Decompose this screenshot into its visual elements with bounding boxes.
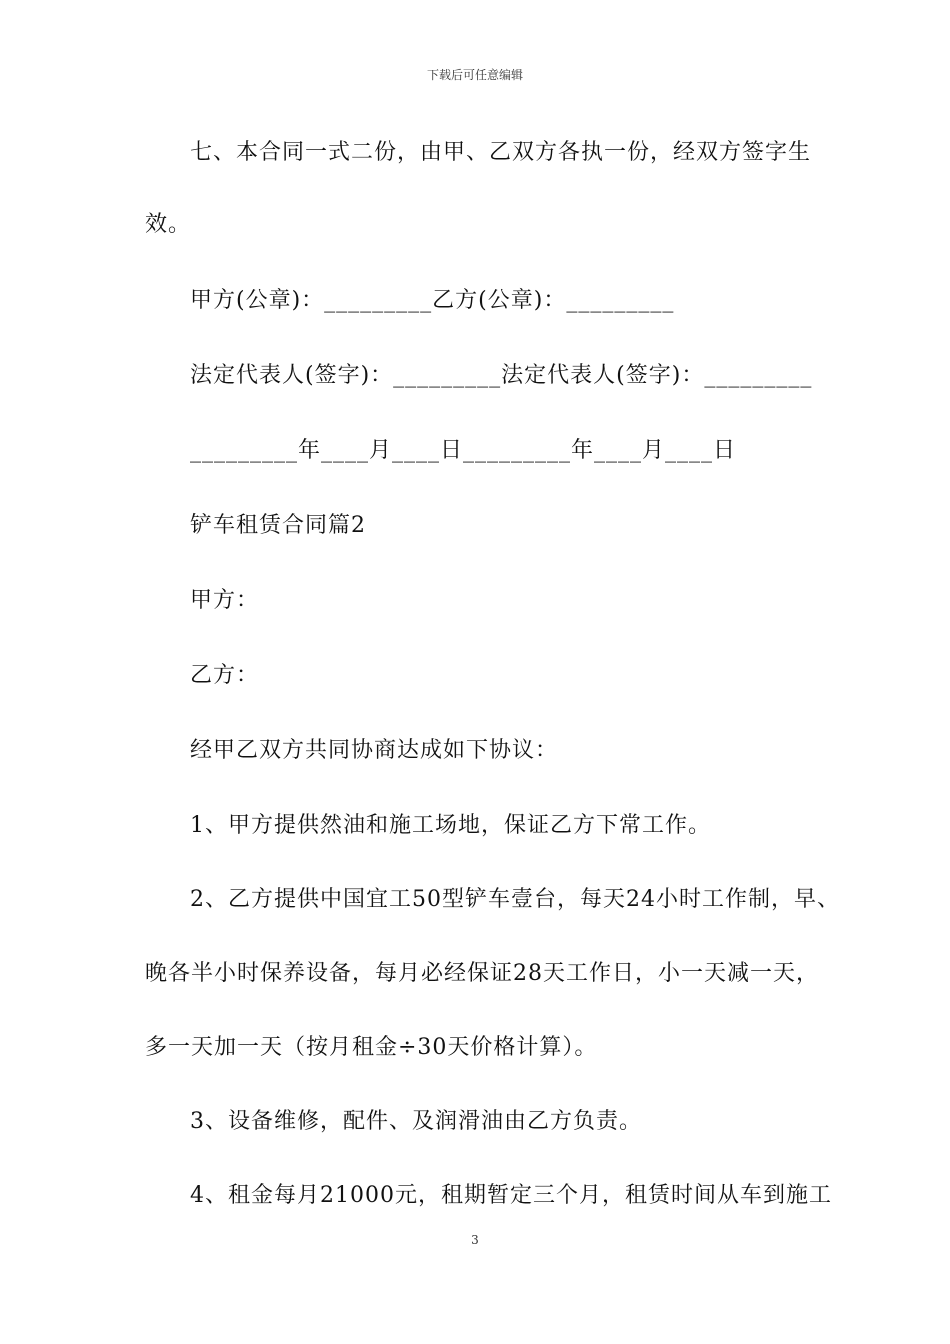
clause-two-continuation-1: 晚各半小时保养设备，每月必经保证28天工作日，小一天减一天， bbox=[145, 961, 819, 986]
section-title: 铲车租赁合同篇2 bbox=[190, 513, 366, 538]
clause-seven-line: 七、本合同一式二份，由甲、乙双方各执一份，经双方签字生 bbox=[190, 140, 812, 165]
page-header: 下载后可任意编辑 bbox=[426, 68, 523, 82]
agreement-intro: 经甲乙双方共同协商达成如下协议： bbox=[190, 738, 559, 763]
page-number: 3 bbox=[471, 1233, 479, 1247]
representative-signature-line: 法定代表人(签字)：_________法定代表人(签字)：_________ bbox=[190, 363, 813, 388]
clause-one: 1、甲方提供然油和施工场地，保证乙方下常工作。 bbox=[190, 813, 711, 838]
clause-two: 2、乙方提供中国宜工50型铲车壹台，每天24小时工作制，早、 bbox=[190, 887, 840, 912]
clause-four: 4、租金每月21000元，租期暂定三个月，租赁时间从车到施工 bbox=[190, 1183, 832, 1208]
clause-two-continuation-2: 多一天加一天（按月租金÷30天价格计算）。 bbox=[145, 1035, 598, 1060]
clause-seven-continuation: 效。 bbox=[145, 212, 192, 237]
party-b-line: 乙方： bbox=[190, 663, 260, 688]
clause-three: 3、设备维修，配件、及润滑油由乙方负责。 bbox=[190, 1109, 642, 1134]
seal-line: 甲方(公章)：_________乙方(公章)：_________ bbox=[190, 288, 675, 313]
date-line: _________年____月____日_________年____月____日 bbox=[190, 438, 737, 463]
party-a-line: 甲方： bbox=[190, 588, 260, 613]
